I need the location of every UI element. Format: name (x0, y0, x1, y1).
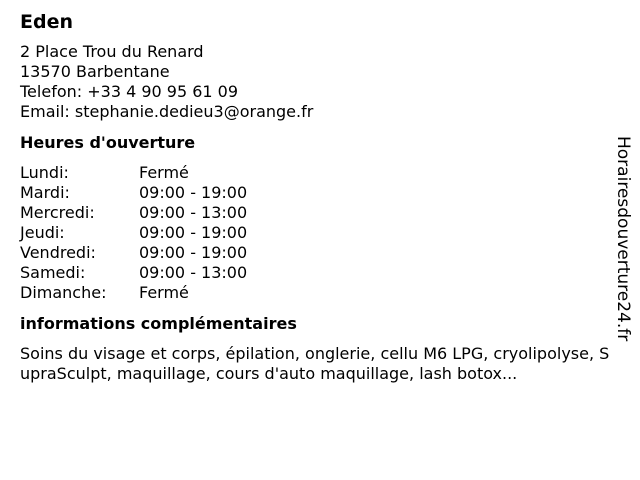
hours-time: 09:00 - 19:00 (139, 183, 248, 202)
hours-day: Jeudi: (20, 223, 65, 242)
hours-time: 09:00 - 13:00 (139, 263, 248, 282)
business-details (20, 10, 610, 384)
hours-day: Dimanche: (20, 283, 107, 302)
address-street: 2 Place Trou du Renard (20, 42, 204, 61)
hours-time: Fermé (139, 283, 189, 302)
hours-day: Vendredi: (20, 243, 96, 262)
hours-day: Lundi: (20, 163, 69, 182)
hours-time: 09:00 - 13:00 (139, 203, 248, 222)
hours-row-tuesday (20, 183, 610, 203)
hours-row-monday (20, 163, 610, 183)
hours-table (20, 163, 610, 303)
hours-time: 09:00 - 19:00 (139, 223, 248, 242)
side-brand-watermark: Horairesdouverture24.fr (613, 136, 633, 342)
info-description: Soins du visage et corps, épilation, onglerie, cellu M6 LPG, cryolipolyse, SupraSculpt, maquillage, cours d'auto maquillage, lash botox... (20, 344, 610, 383)
info-heading: informations complémentaires (20, 314, 297, 333)
hours-row-sunday (20, 283, 610, 303)
email-line: Email: stephanie.dedieu3@orange.fr (20, 102, 314, 121)
hours-time: 09:00 - 19:00 (139, 243, 248, 262)
phone-line: Telefon: +33 4 90 95 61 09 (20, 82, 239, 101)
hours-heading: Heures d'ouverture (20, 133, 196, 152)
hours-day: Mercredi: (20, 203, 95, 222)
hours-row-thursday (20, 223, 610, 243)
hours-time: Fermé (139, 163, 189, 182)
business-name: Eden (20, 11, 73, 33)
hours-row-saturday (20, 263, 610, 283)
hours-day: Samedi: (20, 263, 86, 282)
hours-day: Mardi: (20, 183, 70, 202)
hours-row-friday (20, 243, 610, 263)
hours-row-wednesday (20, 203, 610, 223)
address-city: 13570 Barbentane (20, 62, 170, 81)
